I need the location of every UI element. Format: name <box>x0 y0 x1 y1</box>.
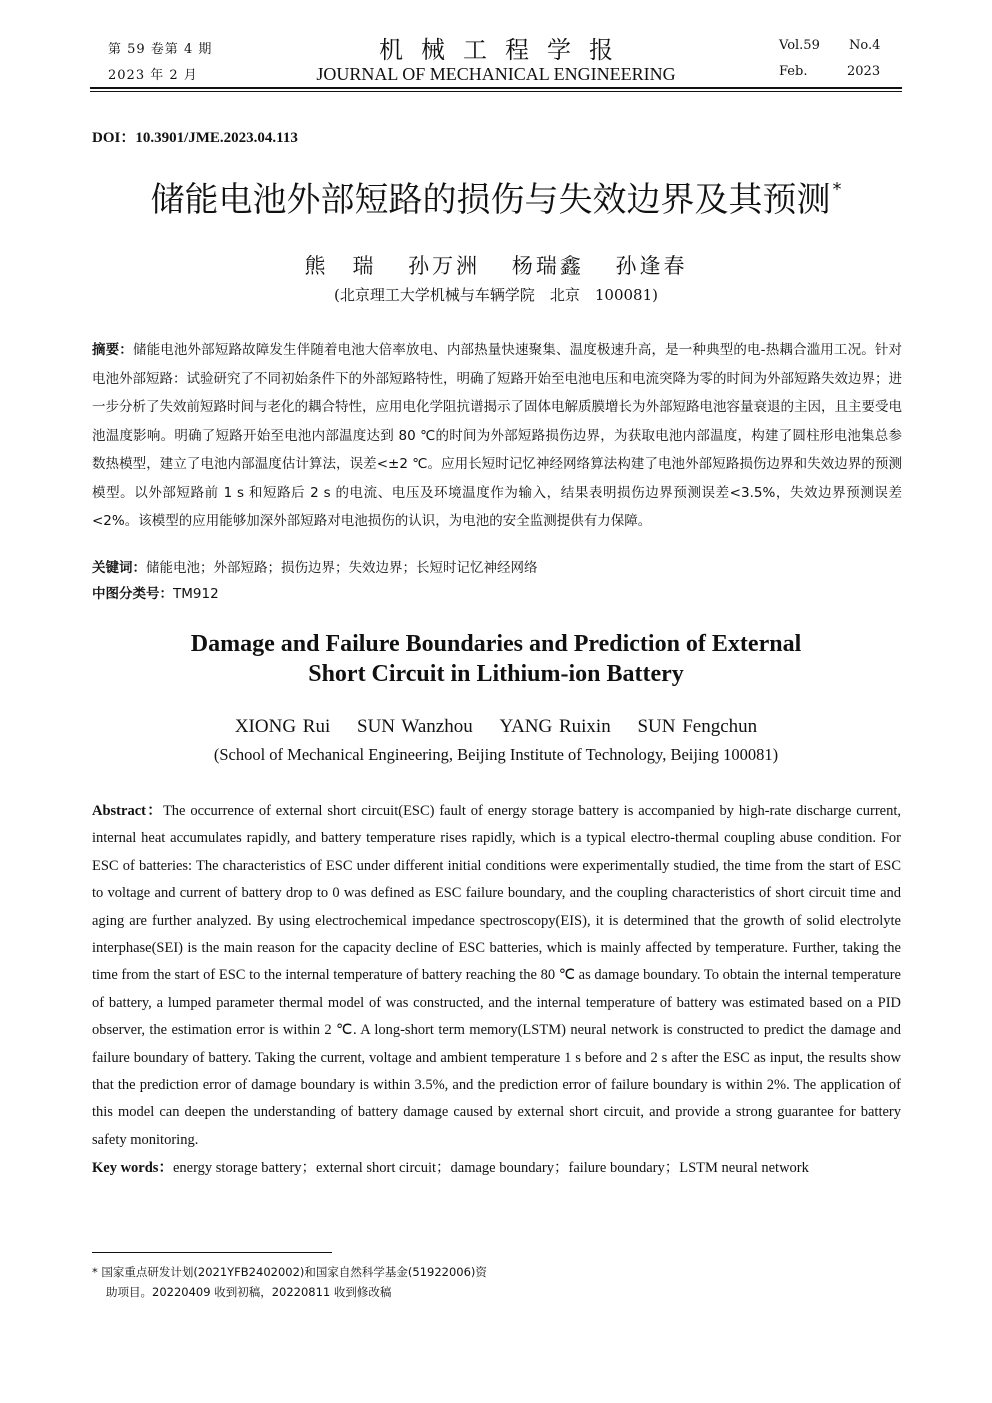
header-rule-thick <box>90 87 902 89</box>
footnote-rule <box>92 1252 332 1253</box>
clc-text: TM912 <box>173 586 219 602</box>
keywords-cn-text: 储能电池；外部短路；损伤边界；失效边界；长短时记忆神经网络 <box>146 560 538 576</box>
doi: DOI：10.3901/JME.2023.04.113 <box>92 130 298 146</box>
month-label: Feb. <box>779 64 808 79</box>
date-cn: 2023 年 2 月 <box>108 68 198 83</box>
title-en-line1: Damage and Failure Boundaries and Prediction of External <box>190 631 802 657</box>
title-en <box>0 629 992 689</box>
title-en-line2: Short Circuit in Lithium-ion Battery <box>308 661 684 687</box>
title-cn <box>0 172 992 221</box>
abstract-en <box>92 798 901 1154</box>
clc-label: 中图分类号： <box>92 586 173 602</box>
affiliation-cn: (北京理工大学机械与车辆学院 北京 100081) <box>334 286 658 304</box>
title-cn-text: 储能电池外部短路的损伤与失效边界及其预测 <box>150 180 831 220</box>
keywords-en-label: Key words： <box>92 1160 173 1176</box>
footnote <box>92 1262 522 1302</box>
abstract-en-text: The occurrence of external short circuit(ESC) fault of energy storage battery is accompanied by high-rate discharge current, internal heat accumulates rapidly, and battery temperature rises rapidly, which is a typical electro-thermal coupling abuse condition. For ESC of batteries: The characteristics of ESC under different initial conditions were experimentally studied, the time from the start of ESC to voltage and current of battery drop to 0 was defined as ESC failure boundary, and the coupling characteristics of short circuit time and aging are further analyzed. By using electrochemical impedance spectroscopy(EIS), it is determined that the growth of solid electrolyte interphase(SEI) is the main reason for the capacity decline of ESC batteries, which is mainly affected by temperature. Further, taking the time from the start of ESC to the internal temperature of battery reaching the 80 ℃ as damage boundary. To obtain the internal temperature of battery, a lumped parameter thermal model of was constructed, and the internal temperature of battery was estimated based on a PID observer, the estimation error is within 2 ℃. A long-short term memory(LSTM) neural network is constructed to predict the damage and failure boundary of battery. Taking the current, voltage and ambient temperature 1 s before and 2 s after the ESC as input, the results show that the prediction error of damage boundary is within 3.5%, and the prediction error of failure boundary is within 2%. The application of this model can deepen the understanding of battery damage caused by external short circuit, and provide a strong guarantee for battery safety monitoring. <box>92 803 901 1148</box>
abstract-cn-text: 储能电池外部短路故障发生伴随着电池大倍率放电、内部热量快速聚集、温度极速升高，是一种典型的电-热耦合滥用工况。针对电池外部短路：试验研究了不同初始条件下的外部短路特性，明确了短路开始至电池电压和电流突降为零的时间为外部短路失效边界；进一步分析了失效前短路时间与老化的耦合特性，应用电化学阻抗谱揭示了固体电解质膜增长为外部短路电池容量衰退的主因，且主要受电池温度影响。明确了短路开始至电池内部温度达到 80 ℃的时间为外部短路损伤边界，为获取电池内部温度，构建了圆柱形电池集总参数热模型，建立了电池内部温度估计算法，误差<±2 ℃。应用长短时记忆神经网络算法构建了电池外部短路损伤边界和失效边界的预测模型。以外部短路前 1 s 和短路后 2 s 的电流、电压及环境温度作为输入，结果表明损伤边界预测误差<3.5%，失效边界预测误差<2%。该模型的应用能够加深外部短路对电池损伤的认识，为电池的安全监测提供有力保障。 <box>92 342 903 529</box>
author-en: YANG Ruixin <box>499 716 611 737</box>
year-label: 2023 <box>847 64 881 79</box>
abstract-cn-label: 摘要： <box>92 342 133 358</box>
keywords-en-text: energy storage battery；external short circuit；damage boundary；failure boundary；LSTM neural network <box>172 1160 809 1176</box>
volume-issue-cn: 第 59 卷第 4 期 <box>108 42 213 57</box>
affiliation-en: (School of Mechanical Engineering, Beijing Institute of Technology, Beijing 100081) <box>213 745 779 764</box>
author-en: SUN Fengchun <box>637 716 758 737</box>
footnote-line1: * 国家重点研发计划(2021YFB2402002)和国家自然科学基金(51922006)资 <box>92 1265 487 1279</box>
journal-title-cn: 机械工程学报 <box>379 36 631 64</box>
authors-cn <box>0 250 992 280</box>
abstract-en-label: Abstract： <box>92 803 163 819</box>
keywords-cn <box>92 554 902 583</box>
issue-label: No.4 <box>849 38 881 53</box>
footnote-line2: 助项目。20220409 收到初稿，20220811 收到修改稿 <box>106 1285 392 1299</box>
author-en: SUN Wanzhou <box>357 716 473 737</box>
author-cn: 熊 瑞 <box>304 254 377 278</box>
author-cn: 孙逢春 <box>615 254 688 278</box>
abstract-cn <box>92 336 902 536</box>
keywords-cn-label: 关键词： <box>92 560 146 576</box>
authors-en <box>0 716 992 738</box>
author-en: XIONG Rui <box>234 716 331 737</box>
header-rule-thin <box>90 91 902 92</box>
author-cn: 孙万洲 <box>408 254 481 278</box>
volume-label: Vol.59 <box>779 38 820 53</box>
title-footnote-mark: * <box>832 179 842 200</box>
clc-number <box>92 580 902 609</box>
keywords-en <box>92 1155 902 1182</box>
journal-title-en: JOURNAL OF MECHANICAL ENGINEERING <box>316 64 676 84</box>
author-cn: 杨瑞鑫 <box>511 254 584 278</box>
